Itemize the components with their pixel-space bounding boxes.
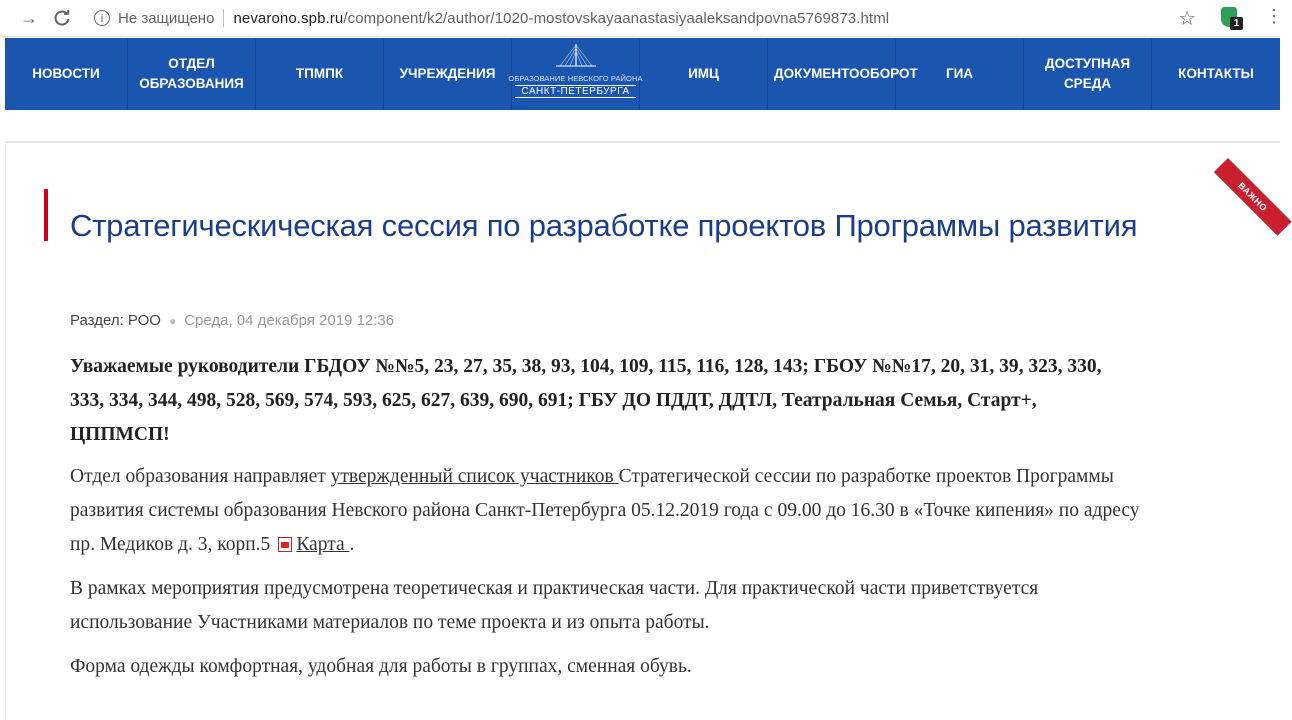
map-link[interactable]: Карта [296, 534, 350, 555]
title-accent-bar [44, 189, 48, 241]
nav-item-news[interactable] [5, 38, 128, 110]
nav-label-line1: ДОСТУПНАЯ [1044, 55, 1131, 71]
bookmark-star-icon[interactable]: ☆ [1178, 6, 1196, 30]
nav-label-line2: ОБРАЗОВАНИЯ [139, 76, 244, 91]
site-logo[interactable] [508, 38, 643, 110]
nav-label: ДОКУМЕНТООБОРОТ [774, 65, 918, 81]
nav-label: ТПМПК [295, 65, 344, 81]
paragraph-3: Форма одежды комфортная, удобная для работы в группах, сменная обувь. [70, 656, 692, 677]
article-body [70, 350, 1140, 684]
reload-icon[interactable] [51, 7, 73, 29]
greeting-paragraph: Уважаемые руководители ГБДОУ №№5, 23, 27, 35, 38, 93, 104, 109, 115, 116, 128, 143; ГБОУ №№17, 20, 31, 39, 323, 330, 333, 334, 344, 498, 528, 569, 574, 593, 625, 627, 639, 690, 691; ГБУ ДО ПДДТ, ДДТЛ, Театральная Семья, Старт+, ЦППМСП! [70, 356, 1102, 445]
p1-end: . [349, 534, 355, 555]
nav-label: УЧРЕЖДЕНИЯ [399, 65, 496, 81]
nav-label: КОНТАКТЫ [1178, 65, 1254, 81]
nav-item-gia[interactable] [896, 38, 1024, 110]
url-domain: nevarono.spb.ru [233, 9, 344, 27]
url-path: /component/k2/author/1020-mostovskayaanastasiyaaleksandpovna5769873.html [343, 9, 890, 27]
important-ribbon [1224, 144, 1280, 214]
nav-label: НОВОСТИ [32, 65, 100, 81]
nav-item-education-department[interactable] [128, 38, 256, 110]
article-date: Среда, 04 декабря 2019 12:36 [184, 312, 395, 329]
logo-text-bottom: САНКТ-ПЕТЕРБУРГА [515, 85, 635, 98]
nav-item-contacts[interactable] [1152, 38, 1280, 110]
extension-icon[interactable] [1221, 7, 1243, 29]
p1-text-after: Стратегической сессии по разработке проектов Программы развития системы образования Невского района Санкт-Петербурга 05.12.2019 года с 09.00 до 16.30 в «Точке кипения» по адресу пр. Медиков д. 3, корп.5 [70, 466, 1140, 555]
nav-item-imc[interactable] [640, 38, 768, 110]
nav-label: ГИА [945, 65, 974, 81]
meta-separator-dot: ● [168, 313, 177, 328]
forward-arrow-icon[interactable]: → [20, 7, 38, 28]
article-title: Стратегическическая сессия по разработке проектов Программы развития [70, 208, 1138, 243]
nav-label-line1: ОТДЕЛ [168, 55, 215, 71]
address-bar[interactable] [88, 4, 1204, 32]
participants-list-link[interactable]: утвержденный список участников [330, 466, 619, 487]
nav-label-line2: СРЕДА [1063, 76, 1112, 91]
info-icon[interactable]: i [94, 10, 110, 26]
browser-menu-icon[interactable]: ⋮ [1265, 6, 1283, 26]
main-navigation [5, 38, 1280, 110]
url-text[interactable] [233, 10, 889, 27]
address-separator [223, 9, 224, 27]
logo-text-top: ОБРАЗОВАНИЕ НЕВСКОГО РАЙОНА [508, 74, 643, 83]
nav-item-document-flow[interactable] [768, 38, 918, 110]
browser-toolbar [0, 0, 1283, 37]
ribbon-label: ВАЖНО [1214, 158, 1292, 236]
section-label[interactable]: Раздел: РОО [70, 312, 161, 329]
pdf-icon[interactable] [278, 537, 292, 552]
extension-badge: 1 [1230, 17, 1243, 30]
nav-label: ИМЦ [688, 65, 719, 81]
not-secure-label: Не защищено [118, 9, 215, 27]
article-meta [70, 312, 394, 329]
nav-item-tpmpk[interactable] [256, 38, 384, 110]
p1-text-before: Отдел образования направляет [70, 466, 331, 487]
paragraph-1 [70, 460, 1140, 562]
paragraph-2: В рамках мероприятия предусмотрена теоретическая и практическая части. Для практической части приветствуется использование Участниками материалов по теме проекта и из опыта работы. [70, 578, 1039, 633]
bridge-logo-icon [556, 42, 596, 72]
content-top-strip [5, 111, 1280, 143]
nav-item-accessible-environment[interactable] [1024, 38, 1152, 110]
nav-item-institutions[interactable] [384, 38, 512, 110]
